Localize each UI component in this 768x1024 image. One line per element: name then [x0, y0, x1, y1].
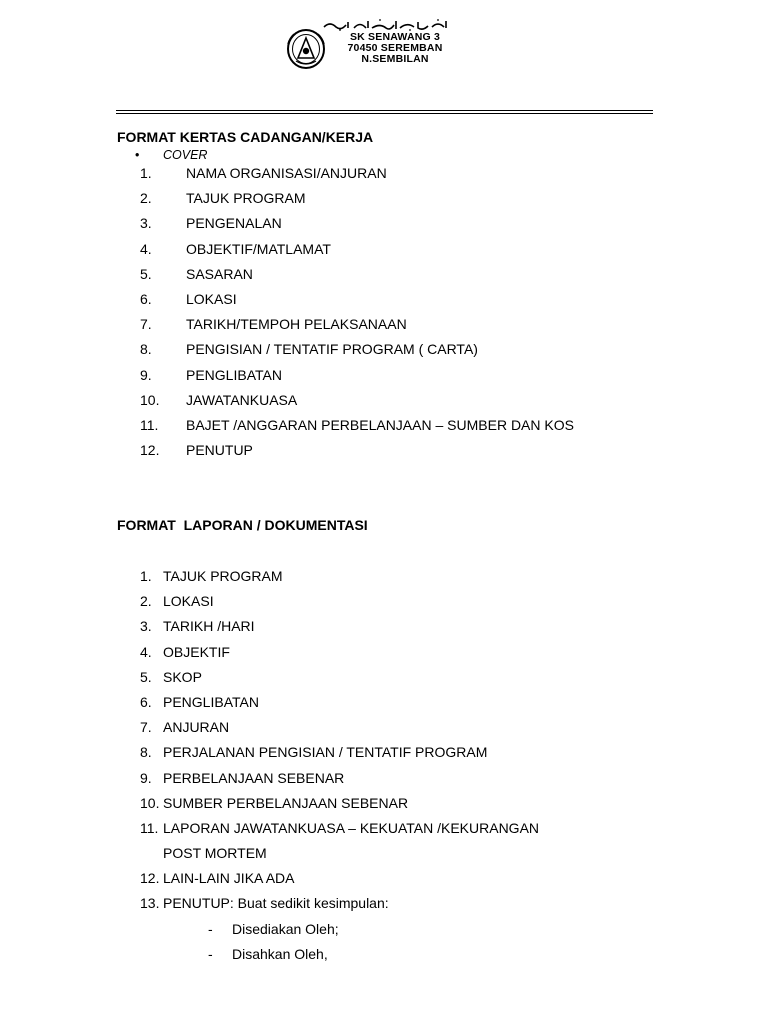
list-item: 1. NAMA ORGANISASI/ANJURAN [140, 165, 387, 181]
school-name: SK SENAWANG 3 [349, 31, 441, 43]
school-address [336, 32, 454, 65]
list-item: 1. TAJUK PROGRAM [140, 568, 283, 584]
section-title-report-format: FORMAT LAPORAN / DOKUMENTASI [117, 517, 368, 533]
list-item: - Disahkan Oleh, [208, 946, 328, 962]
header-divider-thick [116, 110, 653, 111]
list-item: 8. PERJALANAN PENGISIAN / TENTATIF PROGRAM [140, 744, 488, 761]
list-item: 10. JAWATANKUASA [140, 391, 298, 408]
section-title-proposal-format: FORMAT KERTAS CADANGAN/KERJA [117, 129, 374, 145]
list-item: 7. TARIKH/TEMPOH PELAKSANAAN [140, 316, 407, 333]
list-item: 8. PENGISIAN / TENTATIF PROGRAM ( CARTA) [140, 341, 478, 358]
list-item: 11. LAPORAN JAWATANKUASA – KEKUATAN /KEKURANGAN [140, 819, 540, 836]
list-item: 4. OBJEKTIF [140, 643, 230, 660]
list-item: 5. SKOP [140, 668, 202, 685]
school-postcode-city: 70450 SEREMBAN [347, 42, 443, 54]
list-item: 10. SUMBER PERBELANJAAN SEBENAR [140, 794, 409, 811]
list-item: 12. PENUTUP [140, 442, 253, 459]
list-item: 7. ANJURAN [140, 719, 230, 736]
list-item: 4. OBJEKTIF/MATLAMAT [140, 240, 331, 257]
header-divider-thin [116, 113, 653, 114]
list-item: 3. TARIKH /HARI [140, 618, 255, 635]
list-item: 2. LOKASI [140, 593, 214, 610]
school-crest-logo [286, 28, 326, 70]
list-item: 6. LOKASI [140, 290, 237, 307]
bullet-icon: • [135, 148, 140, 162]
report-format-list [140, 567, 539, 920]
list-item: 9. PERBELANJAAN SEBENAR [140, 769, 345, 786]
jawi-script-school-name [320, 18, 454, 32]
list-item: 12. LAIN-LAIN JIKA ADA [140, 870, 295, 887]
list-item: 6. PENGLIBATAN [140, 693, 259, 710]
list-item: - Disediakan Oleh; [208, 921, 339, 937]
list-item-continuation: POST MORTEM [163, 845, 267, 862]
list-item: 2. TAJUK PROGRAM [140, 190, 306, 207]
list-item: 5. SASARAN [140, 265, 253, 282]
letterhead [286, 18, 466, 74]
proposal-format-list [140, 164, 574, 466]
list-item: 9. PENGLIBATAN [140, 366, 282, 383]
school-state: N.SEMBILAN [361, 53, 429, 65]
list-item: 13. PENUTUP: Buat sedikit kesimpulan: [140, 895, 389, 912]
list-item: 3. PENGENALAN [140, 215, 282, 232]
signature-list [208, 920, 339, 970]
cover-label: COVER [163, 148, 208, 162]
list-item: 11. BAJET /ANGGARAN PERBELANJAAN – SUMBER DAN KOS [140, 416, 574, 433]
cover-bullet-item [135, 148, 207, 162]
